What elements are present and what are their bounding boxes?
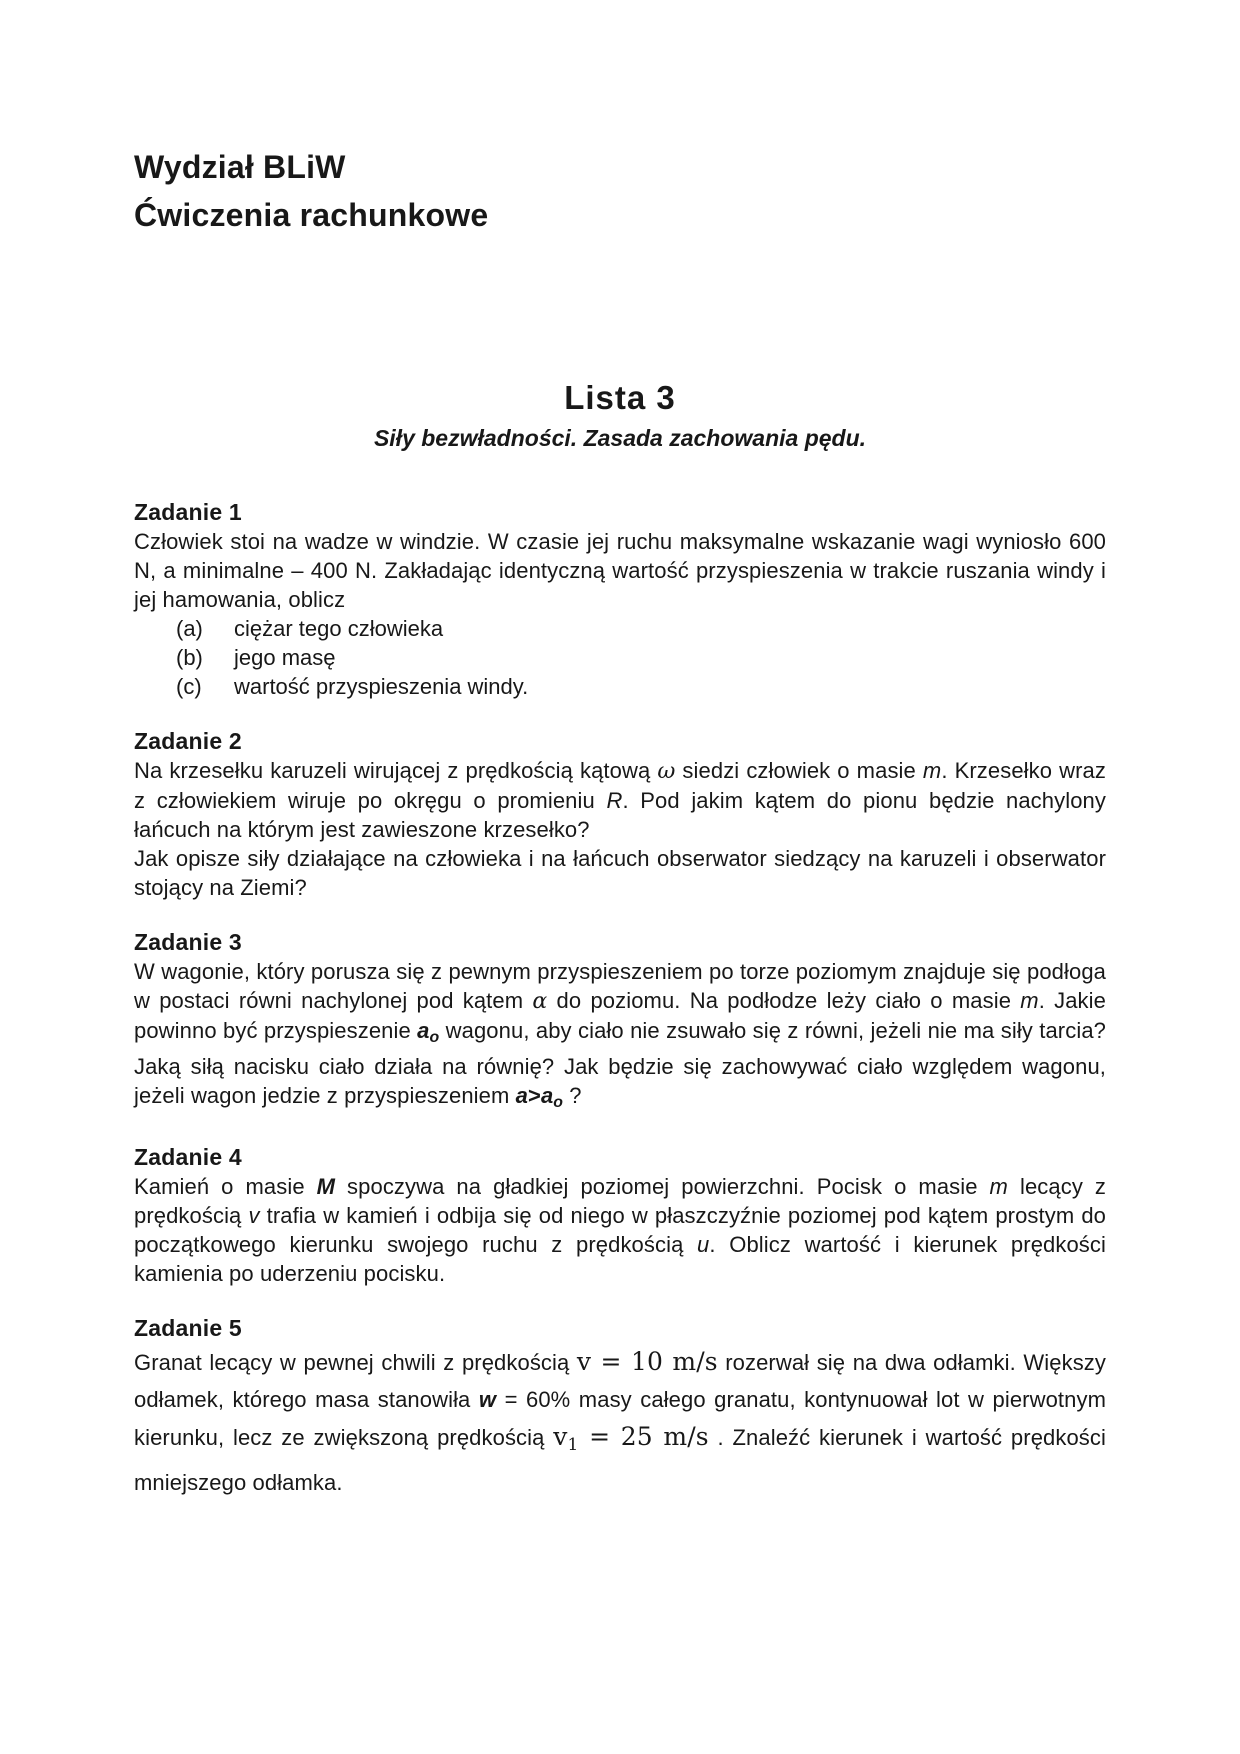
task-heading: Zadanie 5	[134, 1314, 242, 1341]
text-run: spoczywa na gładkiej poziomej powierzchni. Pocisk o masie	[335, 1173, 990, 1199]
task-body	[134, 1172, 1106, 1288]
item-text	[234, 614, 443, 643]
task-section	[134, 498, 1106, 701]
task-heading: Zadanie 4	[134, 1143, 242, 1170]
task-body	[134, 756, 1106, 902]
task-section	[134, 1314, 1106, 1501]
inline-symbol: m	[922, 758, 942, 783]
task-heading: Zadanie 3	[134, 929, 242, 955]
title-block	[134, 379, 1106, 452]
item-label: (c)	[176, 674, 202, 699]
faculty-name: Wydział BLiW	[134, 149, 346, 185]
task-paragraph	[134, 527, 1106, 614]
text-run: ?	[563, 1082, 582, 1108]
task-heading: Zadanie 2	[134, 728, 242, 754]
inline-symbol: R	[606, 788, 623, 813]
inline-symbol: m	[1020, 988, 1039, 1013]
list-subtitle: Siły bezwładności. Zasada zachowania pędu.	[373, 425, 867, 451]
text-run: wartość przyspieszenia windy.	[234, 674, 529, 699]
doc-header	[134, 143, 1106, 239]
text-run: wagonu, aby ciało nie zsuwało się z równi, jeżeli nie ma siły tarcia? Jaką siłą nacisku ciało działa na równię? Jak będzie się zachowywać ciało względem wagonu, jeżeli wagon jedzie z przyspieszeniem	[134, 1018, 1106, 1108]
text-run: . Znaleźć kierunek i wartość prędkości mniejszego odłamka.	[134, 1424, 1106, 1495]
text-run: = 60% masy całego granatu, kontynuował lot w pierwotnym kierunku, lecz ze zwiększoną prędkością	[134, 1386, 1106, 1450]
task-paragraph	[134, 756, 1106, 844]
text-run: Jak opisze siły działające na człowieka i na łańcuch obserwator siedzący na karuzeli i obserwator stojący na Ziemi?	[134, 846, 1106, 900]
inline-symbol: m	[989, 1173, 1008, 1199]
task-body	[134, 1343, 1106, 1501]
inline-symbol: a	[417, 1018, 430, 1043]
item-text	[234, 643, 336, 672]
text-run: . Jakie powinno być przyspieszenie	[134, 988, 1106, 1043]
inline-symbol: = 25 m/s	[578, 1421, 709, 1451]
item-label: (a)	[176, 616, 203, 641]
inline-symbol: o	[553, 1093, 564, 1111]
item-label: (b)	[176, 645, 203, 670]
inline-symbol: v	[553, 1421, 568, 1451]
text-run: W wagonie, który porusza się z pewnym przyspieszeniem po torze poziomym znajduje się podłoga w postaci równi nachylonej pod kątem	[134, 959, 1106, 1013]
inline-symbol: ω	[657, 759, 676, 784]
inline-symbol: u	[697, 1231, 710, 1257]
inline-symbol: v	[248, 1202, 260, 1228]
task-heading: Zadanie 1	[134, 499, 242, 525]
inline-symbol: a	[540, 1082, 554, 1108]
task-body	[134, 957, 1106, 1117]
inline-symbol: α	[532, 989, 548, 1014]
text-run: Granat lecący w pewnej chwili z prędkością	[134, 1349, 577, 1375]
text-run: do poziomu. Na podłodze leży ciało o masie	[547, 988, 1021, 1013]
inline-symbol: >	[528, 1082, 541, 1108]
inline-symbol: 1	[567, 1435, 579, 1455]
text-run: Człowiek stoi na wadze w windzie. W czasie jej ruchu maksymalne wskazanie wagi wyniosło 600 N, a minimalne – 400 N. Zakładając identyczną wartość przyspieszenia w trakcie ruszania windy i jej hamowania, oblicz	[134, 529, 1106, 612]
text-run: Kamień o masie	[134, 1173, 317, 1199]
task-paragraph	[134, 844, 1106, 902]
task-section	[134, 1143, 1106, 1288]
text-run: ciężar tego człowieka	[234, 616, 444, 641]
text-run: rozerwał się na dwa odłamki. Większy odłamek, którego masa stanowiła	[134, 1349, 1107, 1412]
text-run: Na krzesełku karuzeli wirującej z prędkością kątową	[134, 758, 658, 783]
inline-symbol: a	[515, 1082, 528, 1108]
task-paragraph	[134, 1172, 1106, 1288]
text-run: jego masę	[234, 645, 336, 670]
list-title: Lista 3	[564, 379, 676, 416]
task-list-item	[134, 643, 1106, 672]
task-list-item	[134, 672, 1106, 701]
task-body	[134, 527, 1106, 701]
text-run: . Pod jakim kątem do pionu będzie nachylony łańcuch na którym jest zawieszone krzesełko?	[134, 788, 1106, 842]
inline-symbol: o	[429, 1028, 440, 1046]
text-run: lecący z prędkością	[134, 1173, 1106, 1228]
text-run: . Krzesełko wraz z człowiekiem wiruje po okręgu o promieniu	[134, 758, 1106, 813]
course-name: Ćwiczenia rachunkowe	[134, 197, 489, 233]
inline-symbol: v = 10 m/s	[576, 1346, 718, 1376]
task-paragraph	[134, 957, 1106, 1117]
inline-symbol: M	[316, 1173, 336, 1199]
task-section	[134, 928, 1106, 1117]
text-run: trafia w kamień i odbija się od niego w płaszczyźnie poziomej pod kątem prostym do początkowego kierunku swojego ruchu z prędkością	[134, 1202, 1106, 1257]
text-run: . Oblicz wartość i kierunek prędkości kamienia po uderzeniu pocisku.	[134, 1231, 1106, 1286]
inline-symbol: w	[478, 1386, 497, 1412]
task-item-list	[134, 614, 1106, 701]
task-section	[134, 727, 1106, 902]
item-text	[234, 672, 528, 701]
text-run: siedzi człowiek o masie	[675, 758, 923, 783]
task-list	[134, 498, 1106, 1501]
task-list-item	[134, 614, 1106, 643]
task-paragraph	[134, 1343, 1106, 1501]
